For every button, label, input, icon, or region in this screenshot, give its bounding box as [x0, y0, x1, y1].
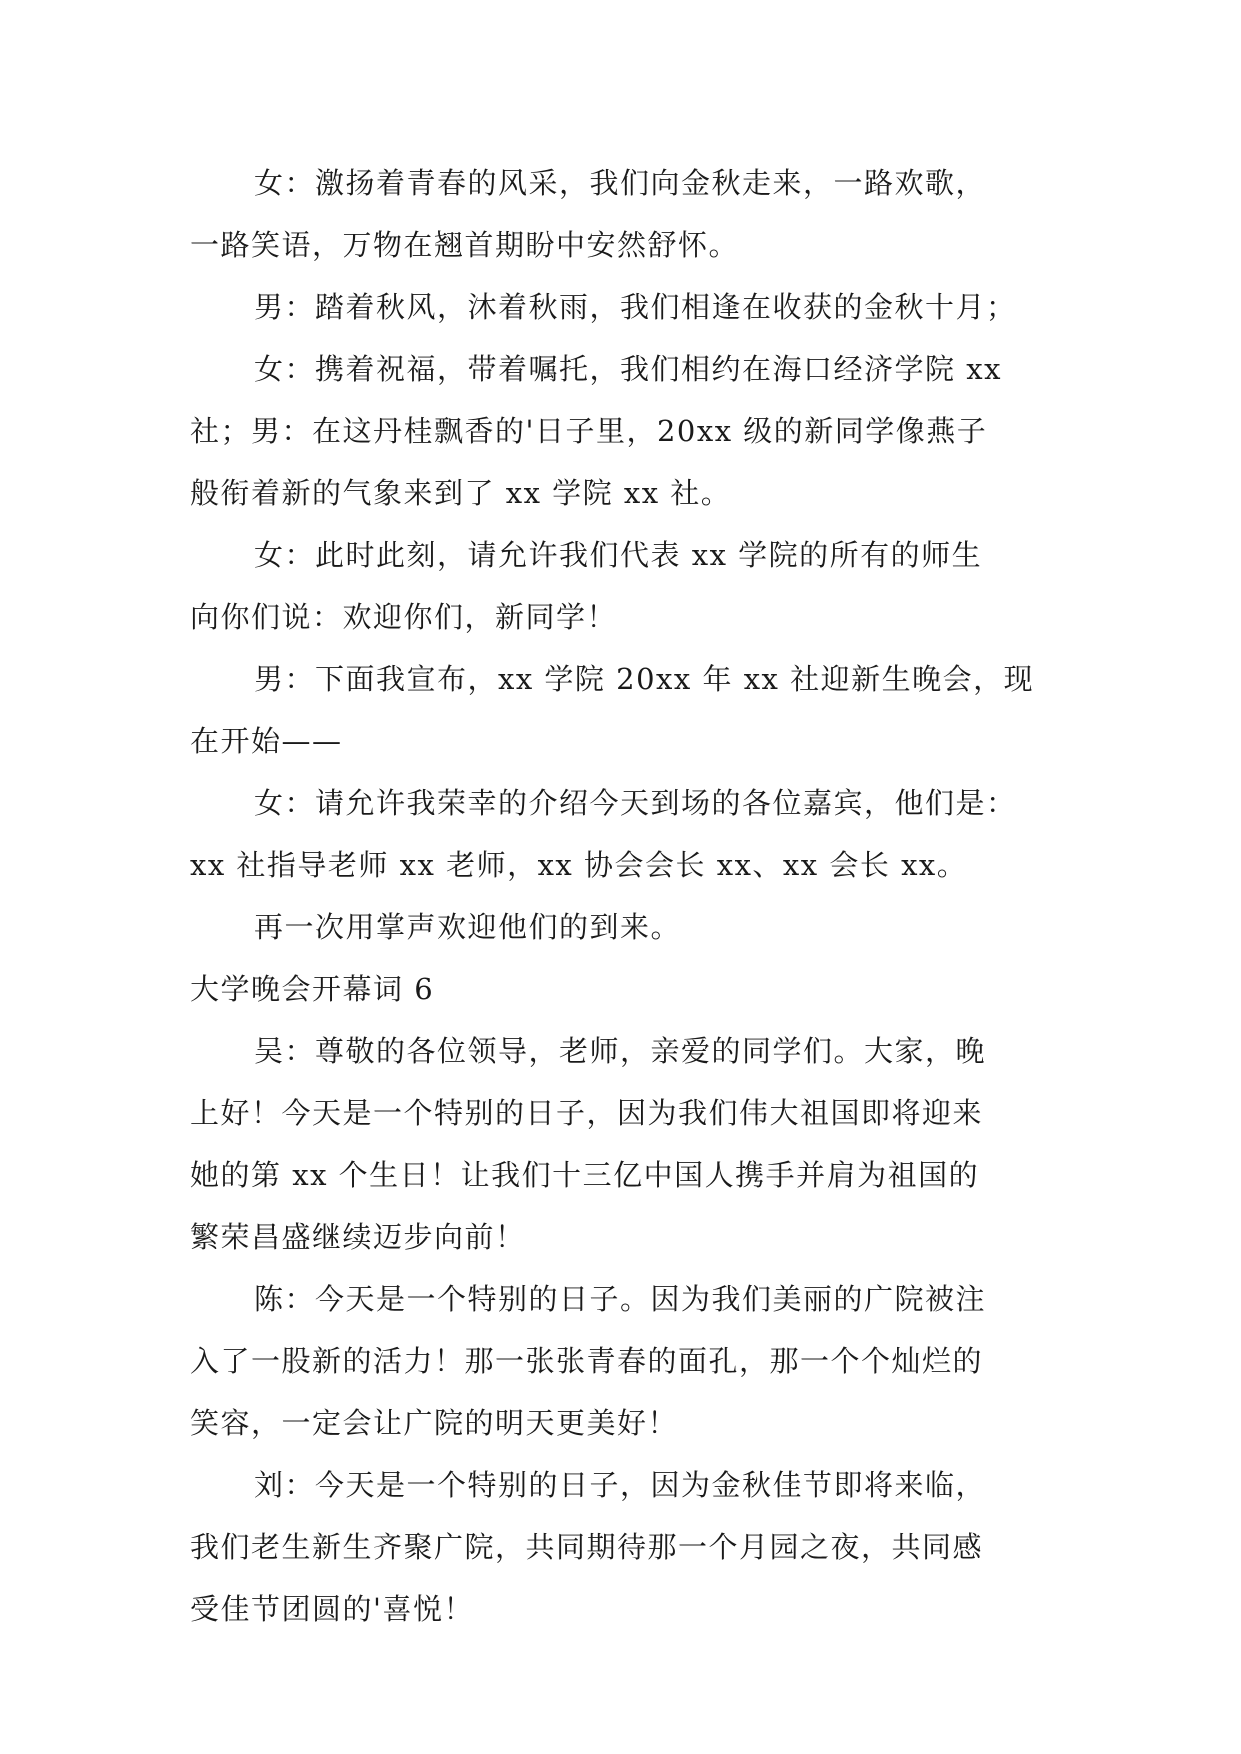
text-line: 向你们说：欢迎你们，新同学！	[190, 600, 618, 634]
text-line: 男：踏着秋风，沐着秋雨，我们相逢在收获的金秋十月；	[254, 290, 1017, 324]
section-heading: 大学晚会开幕词 6	[190, 972, 435, 1006]
text-line: 入了一股新的活力！那一张张青春的面孔，那一个个灿烂的	[190, 1344, 984, 1378]
text-line: 我们老生新生齐聚广院，共同期待那一个月园之夜，共同感	[190, 1530, 984, 1564]
text-line: 女：此时此刻，请允许我们代表 xx 学院的所有的师生	[254, 538, 983, 572]
text-line: xx 社指导老师 xx 老师，xx 协会会长 xx、xx 会长 xx。	[190, 848, 968, 882]
text-line: 刘：今天是一个特别的日子，因为金秋佳节即将来临，	[254, 1468, 987, 1502]
text-line: 笑容，一定会让广院的明天更美好！	[190, 1406, 679, 1440]
text-line: 社；男：在这丹桂飘香的'日子里，20xx 级的新同学像燕子	[190, 414, 988, 448]
text-line: 上好！今天是一个特别的日子，因为我们伟大祖国即将迎来	[190, 1096, 984, 1130]
text-line: 在开始——	[190, 724, 343, 758]
document-body	[190, 152, 1060, 1640]
text-line: 般衔着新的气象来到了 xx 学院 xx 社。	[190, 476, 732, 510]
text-line: 受佳节团圆的'喜悦！	[190, 1592, 474, 1626]
text-line: 再一次用掌声欢迎他们的到来。	[254, 910, 682, 944]
text-line: 一路笑语，万物在翘首期盼中安然舒怀。	[190, 228, 740, 262]
text-line: 女：携着祝福，带着嘱托，我们相约在海口经济学院 xx	[254, 352, 1002, 386]
text-line: 男：下面我宣布，xx 学院 20xx 年 xx 社迎新生晚会，现	[254, 662, 1035, 696]
text-line: 女：激扬着青春的风采，我们向金秋走来，一路欢歌，	[254, 166, 987, 200]
text-line: 吴：尊敬的各位领导，老师，亲爱的同学们。大家，晚	[254, 1034, 987, 1068]
text-line: 她的第 xx 个生日！让我们十三亿中国人携手并肩为祖国的	[190, 1158, 980, 1192]
text-line: 女：请允许我荣幸的介绍今天到场的各位嘉宾，他们是：	[254, 786, 1017, 820]
text-line: 陈：今天是一个特别的日子。因为我们美丽的广院被注	[254, 1282, 987, 1316]
text-line: 繁荣昌盛继续迈步向前！	[190, 1220, 526, 1254]
